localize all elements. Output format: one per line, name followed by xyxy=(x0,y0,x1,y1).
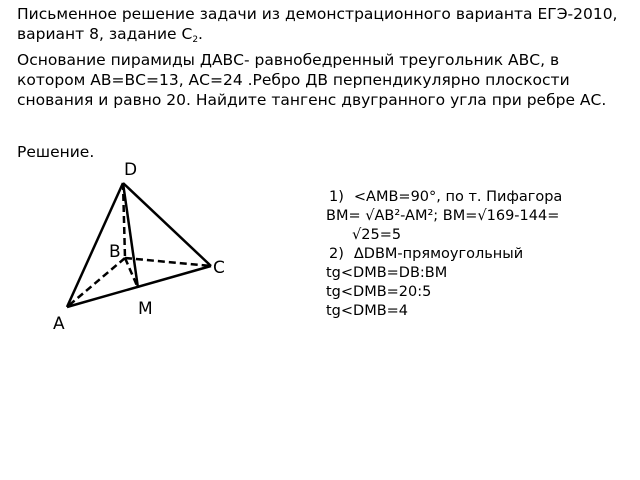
step-2-text: ΔDBM-прямоугольный xyxy=(353,246,524,262)
heading-subscript: 2 xyxy=(192,35,199,45)
edge-BC xyxy=(125,258,211,266)
heading-period: . xyxy=(198,25,203,43)
vertex-label-d: D xyxy=(124,160,138,180)
solution-label: Решение. xyxy=(17,143,95,161)
step-2-number: 2) xyxy=(329,246,344,262)
step-1-result: √25=5 xyxy=(352,227,402,243)
step-1-number: 1) xyxy=(329,189,344,205)
step-1-formula: BM= √AB²-AM²; BM=√169-144= xyxy=(326,208,560,224)
solution-steps xyxy=(326,188,626,321)
step-3-text: tg<DMB=DB:BM xyxy=(326,265,448,281)
step-2 xyxy=(326,245,626,264)
vertex-label-b: B xyxy=(109,242,121,262)
problem-text: Основание пирамиды ДАВС- равнобедренный треугольник АВС, в котором АВ=ВС=13, АС=24 .Ребро ДВ перпендикулярно плоскости снования и равно 20. Найдите тангенс двугранного угла при ребре АС. xyxy=(17,51,607,109)
heading-text: Письменное решение задачи из демонстрационного варианта ЕГЭ-2010, вариант 8, задание С xyxy=(17,5,618,43)
step-1 xyxy=(326,188,626,207)
edge-DC xyxy=(123,183,211,266)
heading-line xyxy=(17,4,629,50)
vertex-label-c: C xyxy=(213,258,225,278)
vertex-label-a: A xyxy=(53,314,65,334)
step-4-text: tg<DMB=20:5 xyxy=(326,284,432,300)
step-5-text: tg<DMB=4 xyxy=(326,303,409,319)
problem-statement xyxy=(17,4,629,110)
point-label-m: M xyxy=(138,299,153,319)
pyramid-figure xyxy=(0,150,320,340)
step-1-text: <AMB=90°, по т. Пифагора xyxy=(353,189,563,205)
